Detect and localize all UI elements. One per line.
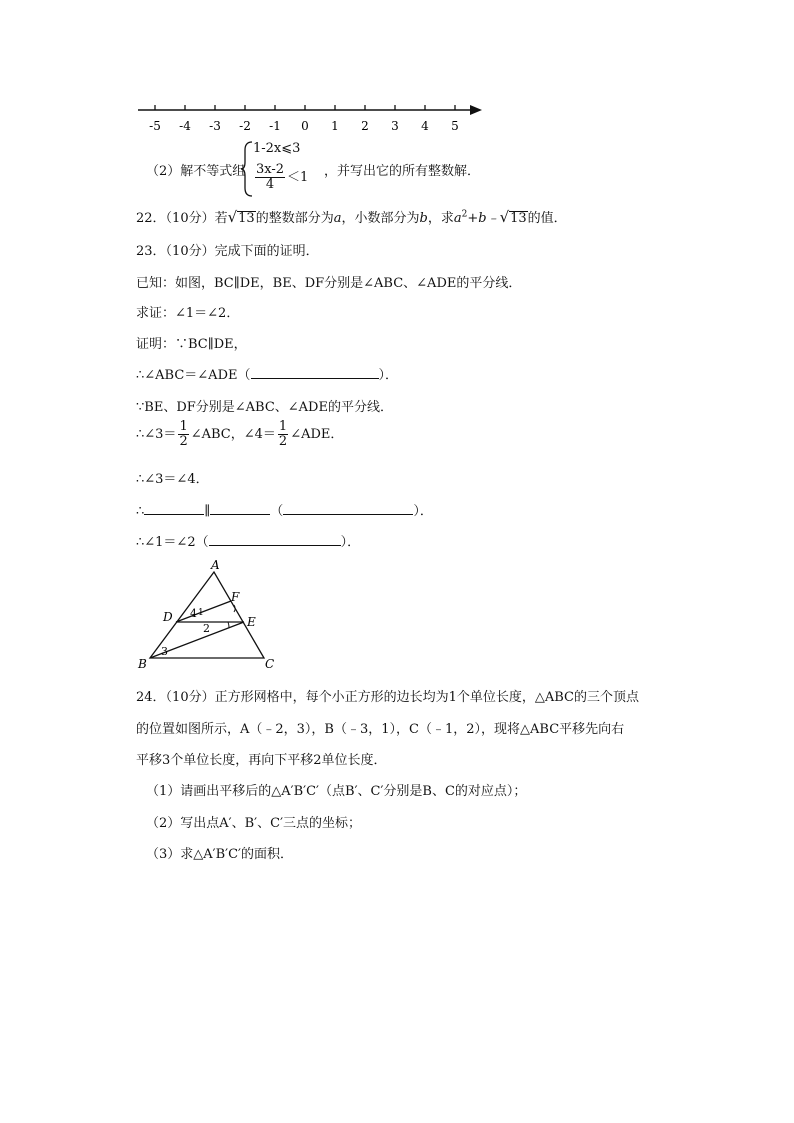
sqrt-icon: √ xyxy=(499,208,510,226)
q24-sub1: （1）请画出平移后的△A′B′C′（点B′、C′分别是B、C的对应点）； xyxy=(146,784,527,799)
step6-prefix: ∴∠1＝∠2（ xyxy=(136,535,209,550)
q23-prove: 求证：∠1＝∠2． xyxy=(136,306,240,321)
number-line-tick-label: -1 xyxy=(269,119,281,133)
step5-paren: （ xyxy=(270,504,284,519)
ineq2-numerator: 3x-2 xyxy=(256,162,285,177)
number-line-tick-label: -4 xyxy=(179,119,191,133)
q22-line xyxy=(136,207,567,226)
half-numerator: 1 xyxy=(278,419,288,434)
q23-proof-start: 证明：∵BC∥DE， xyxy=(136,337,247,352)
half-numerator: 1 xyxy=(179,419,188,434)
step5-blank-1[interactable] xyxy=(144,502,204,515)
q22-text1: 的整数部分为 xyxy=(255,211,334,226)
q23-title: 23．（10分）完成下面的证明． xyxy=(136,244,319,259)
q22-text4: 的值． xyxy=(527,211,567,226)
q22-radicand-2: 13 xyxy=(510,211,527,226)
ineq2-relation: ＜1 xyxy=(287,170,309,185)
q22-number: 22．（10分）若 xyxy=(136,211,228,226)
q22-var-a: a xyxy=(333,211,342,226)
sqrt-icon: √ xyxy=(227,208,238,226)
q21-2-inequality-1: 1-2x⩽3 xyxy=(253,141,301,156)
q24-line3: 平移3个单位长度，再向下平移2单位长度． xyxy=(136,753,387,768)
q23-step1 xyxy=(136,364,398,383)
step6-suffix: ）． xyxy=(340,535,361,550)
label-F: F xyxy=(231,590,240,604)
ineq2-denominator: 4 xyxy=(265,177,275,192)
step3-b: ∠ABC，∠4＝ xyxy=(190,427,276,442)
q23-given: 已知：如图，BC∥DE，BE、DF分别是∠ABC、∠ADE的平分线． xyxy=(136,276,522,291)
step1-suffix: ）． xyxy=(378,368,399,383)
q21-2-label: （2）解不等式组 xyxy=(146,164,246,179)
q24-line1: 24．（10分）正方形网格中，每个小正方形的边长均为1个单位长度，△ABC的三个顶点 xyxy=(136,690,639,705)
number-line xyxy=(130,98,490,138)
angle-label-2: 2 xyxy=(203,622,210,635)
step3-c: ∠ADE． xyxy=(290,427,344,442)
number-line-tick-label: 2 xyxy=(361,119,369,133)
q22-expr-a: a xyxy=(453,211,462,226)
angle-arc-2 xyxy=(228,622,229,628)
q22-expr-b: +b﹣ xyxy=(467,211,500,226)
number-line-tick-label: 1 xyxy=(331,119,339,133)
q23-step4: ∴∠3＝∠4． xyxy=(136,472,209,487)
number-line-tick-label: -3 xyxy=(209,119,221,133)
angle-label-1: 1 xyxy=(198,608,204,618)
step1-prefix: ∴∠ABC＝∠ADE（ xyxy=(136,368,251,383)
q23-step5 xyxy=(136,500,433,519)
q22-var-b: b xyxy=(419,211,428,226)
q21-2-tail: ，并写出它的所有整数解． xyxy=(324,164,481,179)
half-denominator: 2 xyxy=(278,434,288,449)
q23-step6 xyxy=(136,531,360,550)
number-line-arrow xyxy=(470,105,482,115)
step6-blank[interactable] xyxy=(209,533,341,546)
step5-suffix: ）． xyxy=(413,504,433,519)
q24-sub3: （3）求△A′B′C′的面积． xyxy=(146,847,294,862)
number-line-tick-label: 0 xyxy=(301,119,309,133)
q24-line2: 的位置如图所示，A（﹣2，3），B（﹣3，1），C（﹣1，2），现将△ABC平移先向右 xyxy=(136,722,625,737)
step5-blank-3[interactable] xyxy=(283,502,413,515)
number-line-tick-label: 4 xyxy=(421,119,429,133)
q22-exponent: 2 xyxy=(461,209,468,220)
angle-label-4: 4 xyxy=(190,607,197,620)
q22-text2: ，小数部分为 xyxy=(341,211,420,226)
q23-step2: ∵BE、DF分别是∠ABC、∠ADE的平分线． xyxy=(136,400,393,415)
system-brace xyxy=(240,140,254,198)
number-line-tick-label: 5 xyxy=(451,119,459,133)
step5-parallel: ∥ xyxy=(204,504,211,519)
q22-radicand: 13 xyxy=(238,211,255,226)
number-line-tick-label: -2 xyxy=(239,119,251,133)
label-D: D xyxy=(163,610,173,624)
label-E: E xyxy=(247,615,256,629)
number-line-tick-label: -5 xyxy=(149,119,161,133)
number-line-tick-label: 3 xyxy=(391,119,399,133)
label-A: A xyxy=(211,558,220,572)
half-denominator: 2 xyxy=(179,434,188,449)
q23-step3 xyxy=(136,420,343,449)
step5-prefix: ∴ xyxy=(136,504,145,519)
triangle-figure xyxy=(130,556,290,676)
q24-sub2: （2）写出点A′、B′、C′三点的坐标； xyxy=(146,816,362,831)
step5-blank-2[interactable] xyxy=(210,502,270,515)
label-B: B xyxy=(138,657,147,671)
angle-label-3: 3 xyxy=(161,645,168,658)
q21-2-inequality-2 xyxy=(253,163,308,192)
step1-blank[interactable] xyxy=(251,366,379,379)
q22-text3: ，求 xyxy=(427,211,454,226)
step3-a: ∴∠3＝ xyxy=(136,427,177,442)
label-C: C xyxy=(265,657,275,671)
